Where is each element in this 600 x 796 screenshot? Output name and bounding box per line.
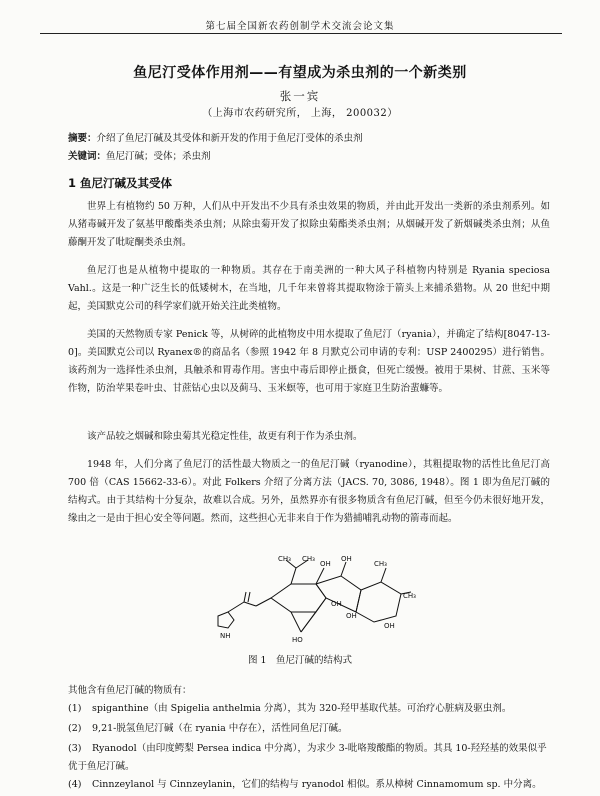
ch3-label: CH₃	[374, 560, 387, 568]
paragraph: 1948 年，人们分离了鱼尼汀的活性最大物质之一的鱼尼汀碱（ryanodine），其粗提取物的活性比鱼尼汀高 700 倍（CAS 15662-33-6）。对此 Folkers 介绍了分离方法（JACS. 70, 3086, 1948）。图 1 即为鱼尼汀碱的结构式。由于其结构十分复杂，故难以合成。另外，虽然界亦有很多物质含有鱼尼汀碱，但至今仍未很好地开发，缘由之一是由于担心安全等问题。然而，这些担心无非来自于作为猎捕哺乳动物的箭毒而起。	[68, 459, 550, 524]
list-item	[68, 720, 554, 738]
oh-label: OH	[331, 600, 342, 608]
header-rule	[40, 33, 562, 34]
nh-label: NH	[220, 632, 231, 640]
ch3-label: CH₃	[302, 555, 315, 563]
oh-label: OH	[346, 612, 357, 620]
paragraph: 鱼尼汀也是从植物中提取的一种物质。其存在于南美洲的一种大风子科植物内特别是 Ryania speciosa Vahl.。这是一种广泛生长的低矮树木，在当地，几千年来曾将其提取物涂于箭头上来捕杀猎物。从 20 世纪中期起，美国默克公司的科学家们就开始关注此类植物。	[68, 265, 550, 312]
oh-label: OH	[384, 622, 395, 630]
keywords-text: 鱼尼汀碱；受体；杀虫剂	[106, 151, 211, 162]
list-item-text: spiganthine（由 Spigelia anthelmia 分离），其为 320-羟甲基取代基。可治疗心脏病及驱虫剂。	[92, 703, 512, 714]
running-header: 第七届全国新农药创制学术交流会论文集	[205, 21, 395, 32]
paragraph: 美国的天然物质专家 Penick 等，从树碎的此植物皮中用水提取了鱼尼汀（ryania），并确定了结构[8047-13-0]。美国默克公司以 Ryanex®的商品名（参照 1942 年 8 月默克公司申请的专利：USP 2400295）进行销售。该药剂为一选择性杀虫剂，具触杀和胃毒作用。害虫中毒后即停止摄食，但死亡缓慢。被用于果树、甘蔗、玉米等作物，防治苹果卷叶虫、甘蔗钻心虫以及蓟马、玉米螟等，也可用于家庭卫生防治蜚蠊等。	[68, 329, 550, 394]
ryanodine-structure-figure	[196, 554, 416, 644]
keywords-label: 关键词：	[68, 151, 107, 162]
list-item-text: Cinnzeylanol 与 Cinnzeylanin，它们的结构与 ryanodol 相似。系从樟树 Cinnamomum sp. 中分离。	[92, 779, 542, 790]
list-item	[68, 700, 554, 718]
ch3-label: CH₃	[278, 555, 291, 563]
paragraph: 该产品较之烟碱和除虫菊其光稳定性佳，故更有利于作为杀虫剂。	[87, 431, 363, 442]
section-heading: 1 鱼尼汀碱及其受体	[68, 176, 173, 190]
list-item	[68, 776, 554, 794]
ho-label: HO	[292, 636, 303, 644]
list-item	[68, 740, 554, 776]
ch3-label: CH₃	[403, 592, 416, 600]
author: 张一宾	[279, 89, 321, 103]
paragraph: 世界上有植物约 50 万种，人们从中开发出不少具有杀虫效果的物质，并由此开发出一类新的杀虫剂系列。如从猪毒碱开发了氨基甲酸酯类杀虫剂；从除虫菊开发了拟除虫菊酯类杀虫剂；从烟碱开发了新烟碱类杀虫剂；从鱼藤酮开发了吡啶酮类杀虫剂。	[68, 201, 550, 248]
figure-caption: 图 1 鱼尼汀碱的结构式	[247, 655, 353, 666]
affiliation: （上海市农药研究所， 上海， 200032）	[202, 108, 398, 119]
list-item-number: (2)	[68, 723, 82, 734]
oh-label: OH	[341, 555, 352, 563]
list-item-number: (1)	[68, 703, 82, 714]
list-item-number: (4)	[68, 779, 82, 790]
list-item-text: 9,21-脱氢鱼尼汀碱（在 ryania 中存在），活性同鱼尼汀碱。	[92, 723, 348, 734]
list-item-number: (3)	[68, 743, 82, 754]
list-item-text: Ryanodol（由印度鳄梨 Persea indica 中分离），为求少 3-吡咯羧酸酯的物质。其具 10-羟羟基的效果似乎优于鱼尼汀碱。	[68, 743, 547, 772]
oh-label: OH	[320, 560, 331, 568]
abstract-label: 摘要：	[68, 133, 97, 144]
list-intro: 其他含有鱼尼汀碱的物质有：	[68, 685, 192, 696]
keywords	[68, 148, 211, 162]
paper-title: 鱼尼汀受体作用剂——有望成为杀虫剂的一个新类别	[133, 65, 467, 81]
abstract-text: 介绍了鱼尼汀碱及其受体和新开发的作用于鱼尼汀受体的杀虫剂	[96, 133, 363, 144]
abstract	[68, 130, 363, 144]
